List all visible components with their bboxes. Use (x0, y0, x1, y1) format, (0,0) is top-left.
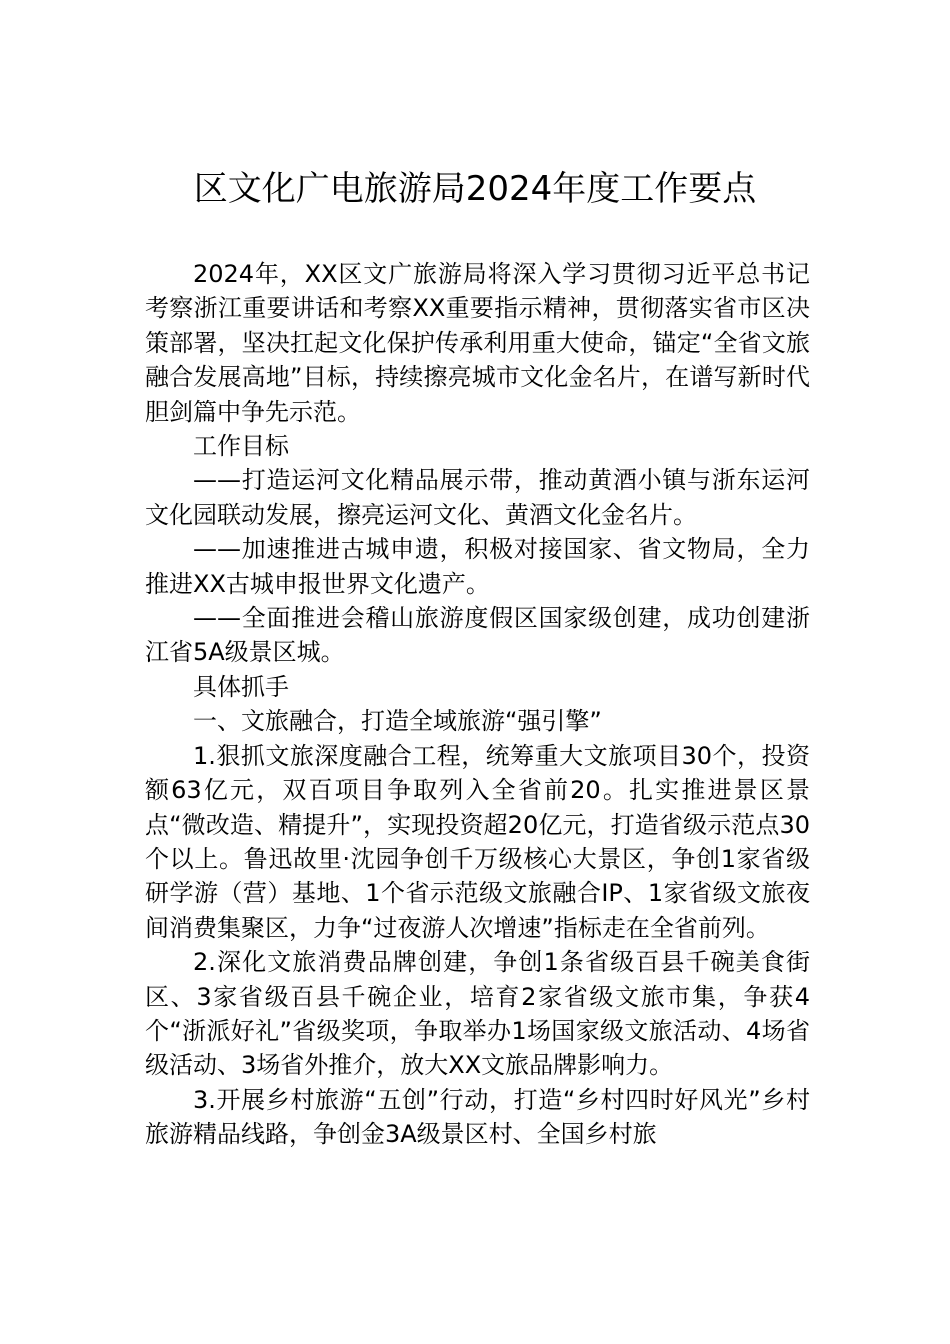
document-title: 区文化广电旅游局2024年度工作要点 (193, 169, 757, 209)
paragraph-goal-2: ——加速推进古城申遗，积极对接国家、省文物局，全力推进XX古城申报世界文化遗产。 (145, 535, 810, 598)
paragraph-intro: 2024年，XX区文广旅游局将深入学习贯彻习近平总书记考察浙江重要讲话和考察XX重要指示精神，贯彻落实省市区决策部署，坚决扛起文化保护传承利用重大使命，锚定“全省文旅融合发展高地”目标，持续擦亮城市文化金名片，在谱写新时代胆剑篇中争先示范。 (145, 260, 810, 426)
subheading-section-1: 一、文旅融合，打造全域旅游“强引擎” (193, 707, 602, 736)
document-body (145, 257, 810, 1152)
paragraph-item-3: 3.开展乡村旅游“五创”行动，打造“乡村四时好风光”乡村旅游精品线路，争创金3A级景区村、全国乡村旅 (145, 1085, 810, 1149)
paragraph-goal-1: ——打造运河文化精品展示带，推动黄酒小镇与浙东运河文化园联动发展，擦亮运河文化、黄酒文化金名片。 (145, 466, 810, 529)
paragraph-item-2: 2.深化文旅消费品牌创建，争创1条省级百县千碗美食街区、3家省级百县千碗企业，培育2家省级文旅市集，争获4个“浙派好礼”省级奖项，争取举办1场国家级文旅活动、4场省级活动、3场省外推介，放大XX文旅品牌影响力。 (145, 948, 810, 1080)
section-heading-measures: 具体抓手 (193, 672, 289, 701)
paragraph-goal-3: ——全面推进会稽山旅游度假区国家级创建，成功创建浙江省5A级景区城。 (145, 604, 810, 667)
section-heading-goals: 工作目标 (193, 432, 289, 461)
paragraph-item-1: 1.狠抓文旅深度融合工程，统筹重大文旅项目30个，投资额63亿元，双百项目争取列入全省前20。扎实推进景区景点“微改造、精提升”，实现投资超20亿元，打造省级示范点30个以上。鲁迅故里·沈园争创千万级核心大景区，争创1家省级研学游（营）基地、1个省示范级文旅融合IP、1家省级文旅夜间消费集聚区，力争“过夜游人次增速”指标走在全省前列。 (145, 741, 810, 942)
